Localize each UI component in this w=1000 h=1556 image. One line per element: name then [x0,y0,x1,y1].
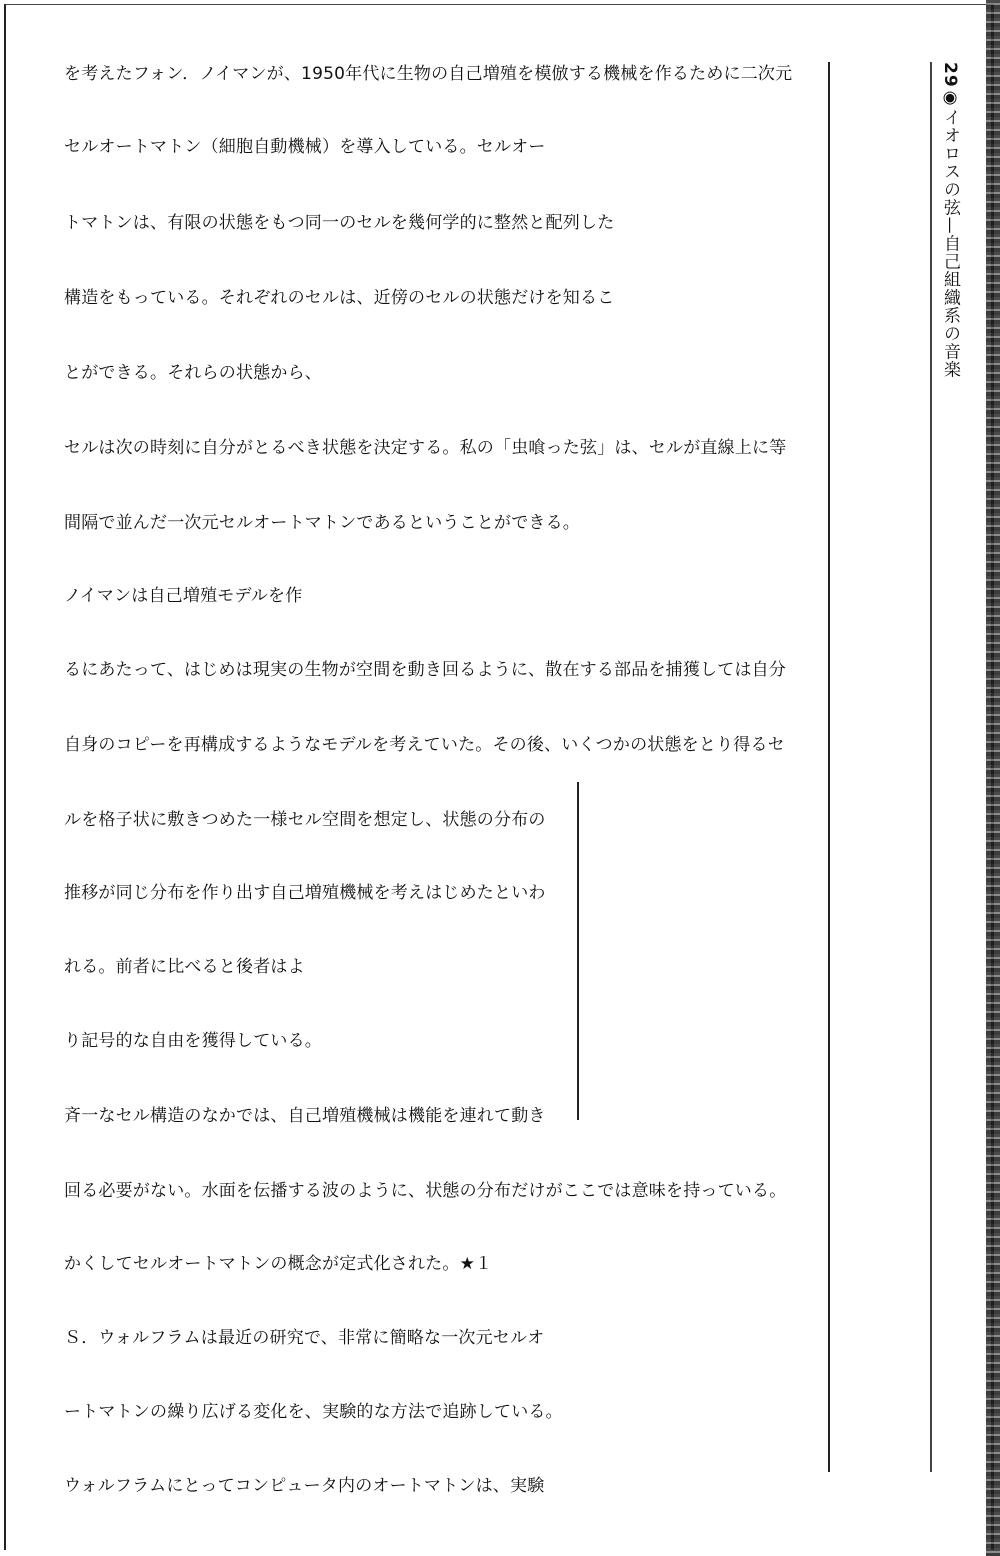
text-line: れる。前者に比べると後者はよ [64,957,305,977]
page-frame [4,4,994,1550]
text-line: 回る必要がない。水面を伝播する波のように、状態の分布だけがここでは意味を持っている。 [64,1181,787,1201]
text-line: セルオートマトン（細胞自動機械）を導入している。セルオー [64,137,546,157]
text-line: セルは次の時刻に自分がとるべき状態を決定する。私の「虫喰った弦」は、セルが直線上に等 [64,438,787,458]
text-line: 推移が同じ分布を作り出す自己増殖機械を考えはじめたといわ [64,883,546,903]
text-line: ートマトンの繰り広げる変化を、実験的な方法で追跡している。 [64,1402,563,1422]
text-line: Ｓ．ウォルフラムは最近の研究で、非常に簡略な一次元セルオ [64,1328,545,1348]
scanned-page-edge [986,0,1000,1556]
text-line: トマトンは、有限の状態をもつ同一のセルを幾何学的に整然と配列した [64,213,615,233]
running-head-title: イオロスの弦—自己組織系の音楽 [940,108,960,379]
inset-column-rule [577,782,579,1120]
text-line: 構造をもっている。それぞれのセルは、近傍のセルの状態だけを知るこ [64,288,615,308]
bullet-marker: ◉ [940,87,960,109]
text-line: かくしてセルオートマトンの概念が定式化された。★１ [64,1254,493,1274]
text-line: 間隔で並んだ一次元セルオートマトンであるということができる。 [64,513,580,533]
running-head [936,62,962,379]
text-line: り記号的な自由を獲得している。 [64,1031,322,1051]
text-line: とができる。それらの状態から、 [64,363,322,383]
text-line: ノイマンは自己増殖モデルを作 [64,586,303,606]
running-head-rule [930,62,932,1472]
text-line: を考えたフォン．ノイマンが、1950年代に生物の自己増殖を模倣する機械を作るために二次元 [64,64,793,84]
text-line: 自身のコピーを再構成するようなモデルを考えていた。その後、いくつかの状態をとり得るセ [64,735,785,755]
text-line: るにあたって、はじめは現実の生物が空間を動き回るように、散在する部品を捕獲しては自分 [64,660,787,680]
page-number: 29 [940,62,960,88]
text-line: ウォルフラムにとってコンピュータ内のオートマトンは、実験 [64,1476,545,1496]
text-column-rule [828,62,830,1472]
text-line: 斉一なセル構造のなかでは、自己増殖機械は機能を連れて動き [64,1106,546,1126]
text-line: ルを格子状に敷きつめた一様セル空間を想定し、状態の分布の [64,810,546,830]
